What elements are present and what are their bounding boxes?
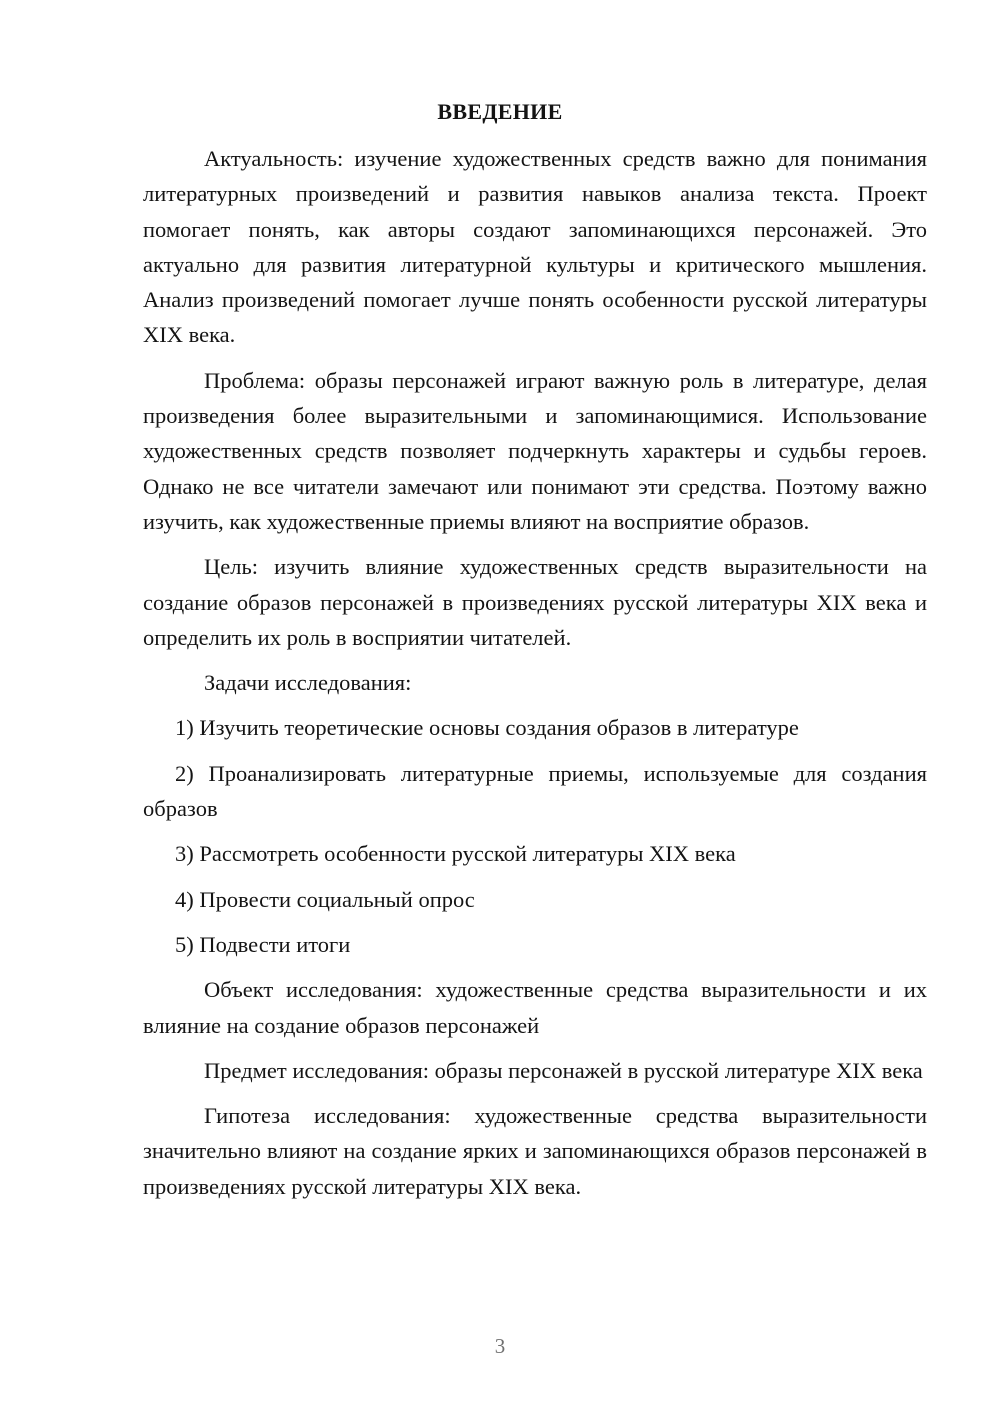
task-item-5: 5) Подвести итоги (175, 931, 351, 957)
relevance-paragraph: Актуальность: изучение художественных средств важно для понимания литературных произведений и развития навыков анализа текста. Проект помогает понять, как авторы создают запоминающихся персонажей. Это актуально для развития литературной культуры и критического мышления. Анализ произведений помогает лучше понять особенности русской литературы XIX века. (143, 146, 927, 348)
hypothesis-paragraph: Гипотеза исследования: художественные средства выразительности значительно влияют на создание ярких и запоминающихся образов персонажей в произведениях русской литературы XIX века. (143, 1103, 927, 1199)
task-item-2: 2) Проанализировать литературные приемы, используемые для создания образов (143, 760, 927, 822)
page-title: ВВЕДЕНИЕ (437, 99, 563, 124)
task-item-3: 3) Рассмотреть особенности русской литературы XIX века (175, 841, 736, 867)
problem-paragraph: Проблема: образы персонажей играют важную роль в литературе, делая произведения более выразительными и запоминающимися. Использование художественных средств позволяет подчеркнуть характеры и судьбы героев. Однако не все читатели замечают или понимают эти средства. Поэтому важно изучить, как художественные приемы влияют на восприятие образов. (143, 367, 927, 534)
object-paragraph: Объект исследования: художественные средства выразительности и их влияние на создание образов персонажей (143, 977, 927, 1038)
goal-paragraph: Цель: изучить влияние художественных средств выразительности на создание образов персонажей в произведениях русской литературы XIX века и определить их роль в восприятии читателей. (143, 554, 927, 650)
document-body (143, 141, 927, 1204)
subject-paragraph: Предмет исследования: образы персонажей в русской литературе XIX века (204, 1057, 923, 1083)
task-item-1: 1) Изучить теоретические основы создания образов в литературе (175, 715, 799, 741)
tasks-heading: Задачи исследования: (204, 670, 412, 696)
page-number: 3 (494, 1334, 506, 1358)
task-item-4: 4) Провести социальный опрос (175, 886, 475, 912)
